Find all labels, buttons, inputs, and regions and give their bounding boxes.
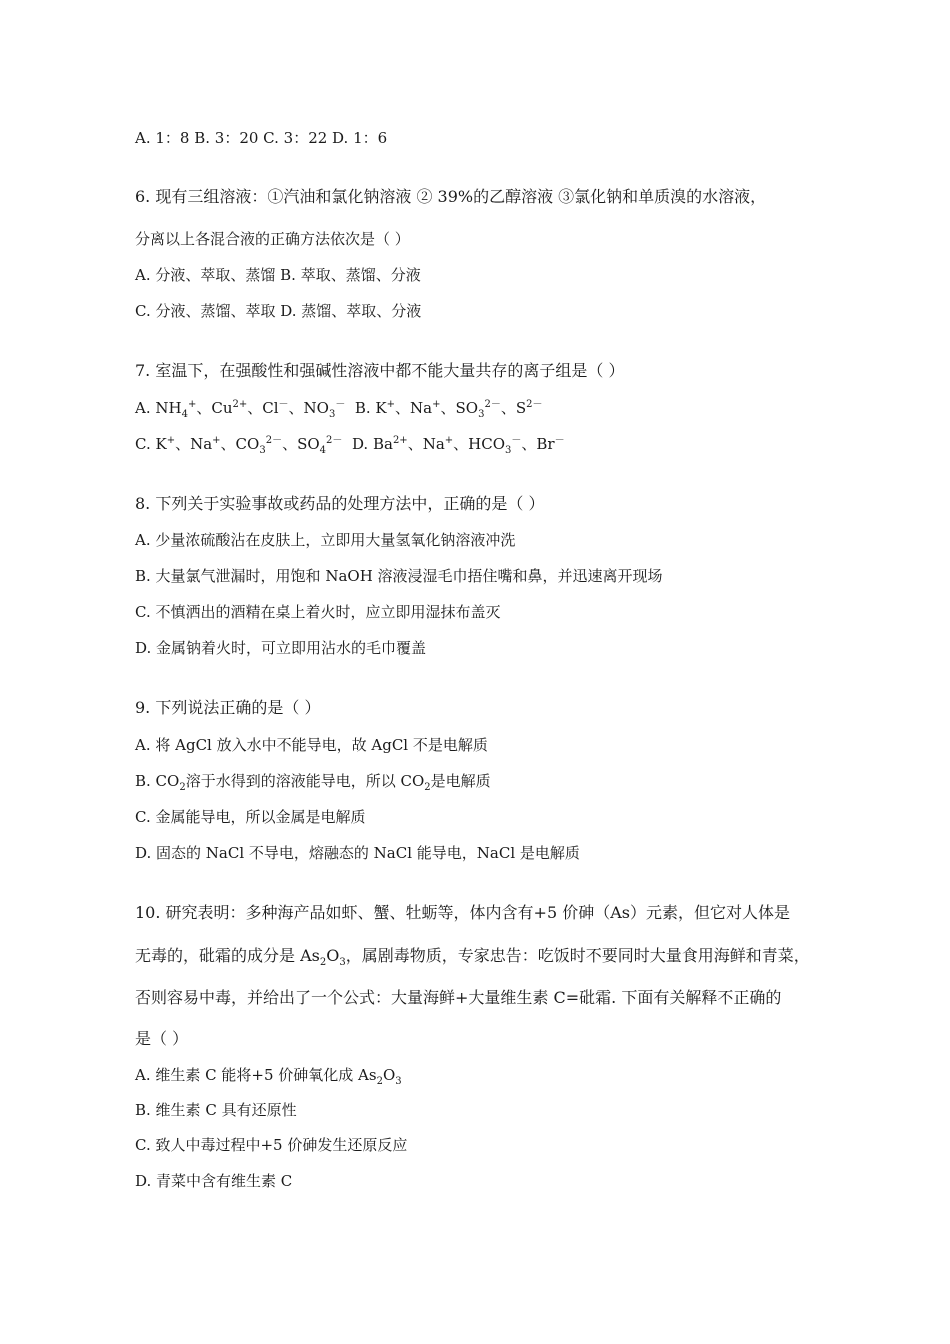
q8-stem: 8. 下列关于实验事故或药品的处理方法中，正确的是（ ） [135,494,545,513]
q7-c-text: 、Na [175,435,213,453]
q9-stem: 9. 下列说法正确的是（ ） [135,698,321,717]
q10-a-text: A. 维生素 C 能将+5 价砷氧化成 As [135,1066,377,1084]
q7-d-sup: 2+ [392,435,408,446]
q5-options: A. 1：8 B. 3：20 C. 3：22 D. 1：6 [135,129,388,147]
q7-d-sup: + [444,435,454,446]
q10-stem-line1: 10. 研究表明：多种海产品如虾、蟹、牡蛎等，体内含有+5 价砷（As）元素，但它对人体是 [135,903,790,922]
q8-option-b: B. 大量氯气泄漏时，用饱和 NaOH 溶液浸湿毛巾捂住嘴和鼻，并迅速离开现场 [135,567,663,585]
q7-a-sup: － [335,399,346,410]
q10-a-sub: 2 [376,1076,383,1087]
q7-a-text: 、Cu [196,399,233,417]
q7-b-sup: 2－ [484,399,501,410]
q7-b-text: 、SO [440,399,479,417]
q10-text: ，属剧毒物质，专家忠告：吃饭时不要同时大量食用海鲜和青菜， [345,946,810,965]
q7-d-sup: － [511,435,522,446]
q7-a-sup: + [187,399,197,410]
q10-a-text: O [382,1066,396,1084]
q7-a-text: 、NO [288,399,329,417]
q10-stem-line2 [135,946,810,969]
q7-d-text: 、Na [407,435,445,453]
q7-c-text: 、CO [220,435,260,453]
q6-options-ab: A. 分液、萃取、蒸馏 B. 萃取、蒸馏、分液 [135,266,421,284]
q9-b-sub: 2 [179,782,186,793]
q10-option-b: B. 维生素 C 具有还原性 [135,1101,297,1119]
q10-sub: 3 [339,957,346,969]
q9-b-text: 是电解质 [430,772,491,790]
q7-options-ab [135,398,542,418]
q10-text: O [326,946,340,965]
q7-a-sup: － [278,399,289,410]
q9-b-text: B. CO [135,772,180,790]
q10-sub: 2 [319,957,327,969]
q9-option-a: A. 将 AgCl 放入水中不能导电，故 AgCl 不是电解质 [135,736,488,754]
q7-b-sup: + [386,399,396,410]
q10-stem-line3: 否则容易中毒，并给出了一个公式：大量海鲜+大量维生素 C=砒霜. 下面有关解释不正确的 [135,988,782,1007]
q6-stem-line1: 6. 现有三组溶液：①汽油和氯化钠溶液 ② 39%的乙醇溶液 ③氯化钠和单质溴的水溶液， [135,187,767,206]
q9-option-c: C. 金属能导电，所以金属是电解质 [135,808,366,826]
q7-stem: 7. 室温下，在强酸性和强碱性溶液中都不能大量共存的离子组是（ ） [135,361,625,380]
q7-options-cd [135,434,565,454]
q6-stem-line2: 分离以上各混合液的正确方法依次是（ ） [135,230,410,248]
q8-option-c: C. 不慎洒出的酒精在桌上着火时，应立即用湿抹布盖灭 [135,603,501,621]
q8-option-a: A. 少量浓硫酸沾在皮肤上，立即用大量氢氧化钠溶液冲洗 [135,531,516,549]
q7-a-text: A. NH [135,399,182,417]
q7-b-text: 、S [500,399,527,417]
q7-c-sub: 4 [319,445,327,456]
q7-c-sup: + [166,435,176,446]
q7-b-text: 、Na [395,399,433,417]
q7-b-text: B. K [345,399,387,417]
q7-c-sup: + [212,435,221,446]
q7-c-sup: 2－ [265,435,283,446]
q7-b-sub: 3 [478,409,485,420]
q10-option-c: C. 致人中毒过程中+5 价砷发生还原反应 [135,1136,408,1154]
q10-option-a [135,1065,402,1085]
q7-d-text: 、HCO [453,435,506,453]
q7-b-sup: + [432,399,441,410]
q7-d-sub: 3 [505,445,512,456]
q7-a-sup: 2+ [232,399,248,410]
q7-a-sub: 4 [181,409,188,420]
q10-option-d: D. 青菜中含有维生素 C [135,1172,293,1190]
q10-stem-line4: 是（ ） [135,1029,189,1048]
q7-c-text: C. K [135,435,167,453]
q9-b-text: 溶于水得到的溶液能导电，所以 CO [185,772,425,790]
q10-text: 无毒的，砒霜的成分是 As [135,946,320,965]
q9-option-d: D. 固态的 NaCl 不导电，熔融态的 NaCl 能导电，NaCl 是电解质 [135,844,580,862]
q7-c-sub: 3 [259,445,266,456]
q7-d-text: D. Ba [342,435,393,453]
q7-d-sup: － [554,435,565,446]
q8-option-d: D. 金属钠着火时，可立即用沾水的毛巾覆盖 [135,639,427,657]
q7-a-text: 、Cl [247,399,279,417]
q9-b-sub: 2 [424,782,431,793]
q9-option-b [135,771,491,791]
q10-a-sub: 3 [395,1076,402,1087]
q7-a-sub: 3 [328,409,336,420]
q7-c-text: 、SO [282,435,320,453]
q7-c-sup: 2－ [326,435,343,446]
q6-options-cd: C. 分液、蒸馏、萃取 D. 蒸馏、萃取、分液 [135,302,422,320]
q7-d-text: 、Br [521,435,555,453]
q7-b-sup: 2－ [526,399,543,410]
